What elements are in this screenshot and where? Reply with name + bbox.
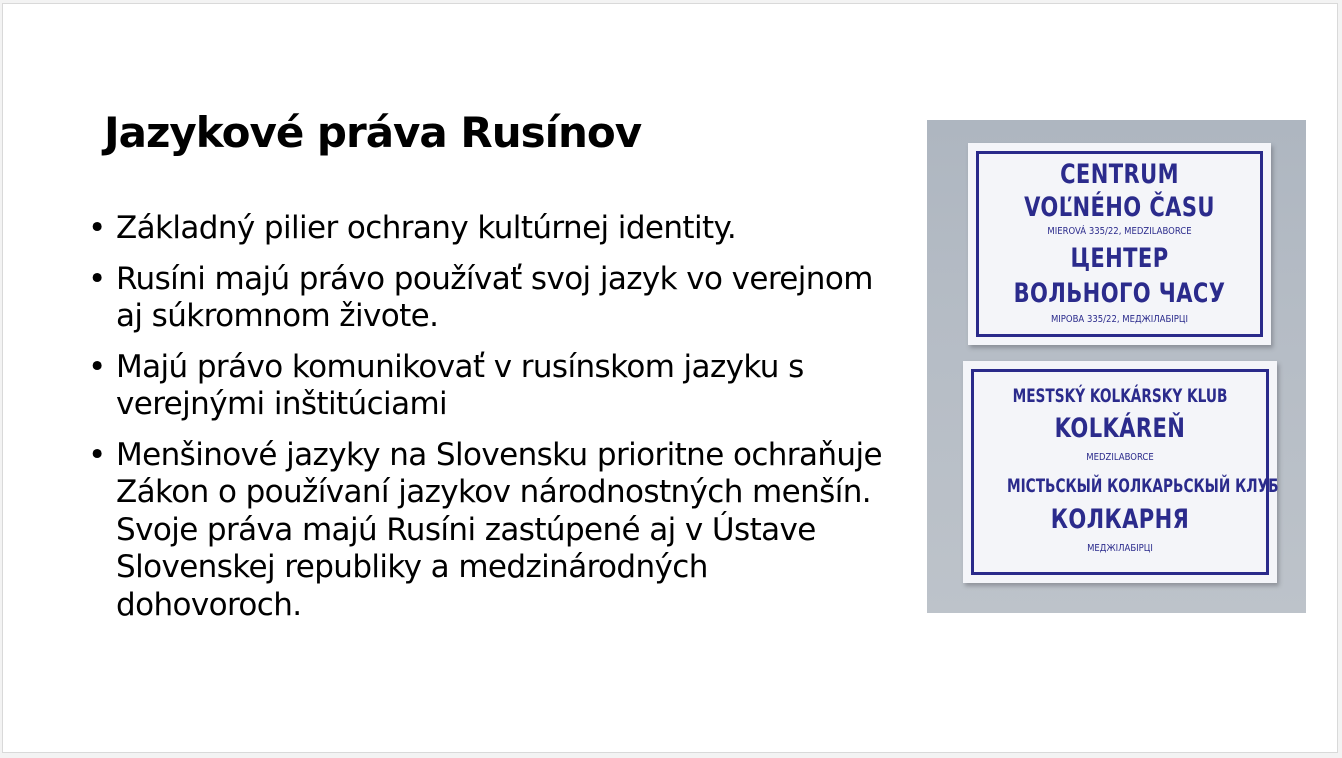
sign-line: VOĽNÉHO ČASU xyxy=(1024,192,1215,223)
bullet-item xyxy=(88,210,888,248)
bullet-list xyxy=(88,210,888,637)
signs-photo xyxy=(927,120,1306,613)
bullet-item xyxy=(88,437,888,625)
sign-line: ВОЛЬНОГО ЧАСУ xyxy=(1013,278,1226,309)
slide-title: Jazykové práva Rusínov xyxy=(104,108,642,157)
bullet-dot: • xyxy=(88,260,106,297)
bullet-dot: • xyxy=(88,348,106,385)
sign-place: MEDZILABORCE xyxy=(1086,452,1154,463)
sign-line: MESTSKÝ KOLKÁRSKY KLUB xyxy=(1012,385,1228,407)
bullet-item xyxy=(88,349,888,424)
sign-centrum xyxy=(968,143,1271,345)
bullet-text: Základný pilier ochrany kultúrnej identity. xyxy=(116,210,737,246)
sign-address: MIEROVÁ 335/22, MEDZILABORCE xyxy=(1047,226,1192,237)
sign-place: МЕДЖІЛАБІРЦІ xyxy=(1087,543,1153,554)
sign-line: МІСТЬСКЫЙ КОЛКАРЬСКЫЙ КЛУБ xyxy=(1006,475,1279,497)
bullet-text: Menšinové jazyky na Slovensku prioritne ochraňuje Zákon o používaní jazykov národnostných menšín. Svoje práva majú Rusíni zastúpené aj v Ústave Slovenskej republiky a medzinárodných dohovoroch. xyxy=(116,436,882,623)
sign-line: ЦЕНТЕР xyxy=(1070,243,1169,274)
sign-line: CENTRUM xyxy=(1060,159,1179,190)
sign-line: KOLKÁREŇ xyxy=(1054,413,1186,444)
bullet-dot: • xyxy=(88,210,106,246)
slide xyxy=(2,3,1338,753)
bullet-dot: • xyxy=(88,436,106,473)
sign-line: КОЛКАРНЯ xyxy=(1050,504,1190,535)
bullet-text: Majú právo komunikovať v rusínskom jazyku s verejnými inštitúciami xyxy=(116,348,804,422)
bullet-item xyxy=(88,261,888,336)
bullet-text: Rusíni majú právo používať svoj jazyk vo verejnom aj súkromnom živote. xyxy=(116,260,873,334)
sign-kolkaren xyxy=(963,361,1277,583)
sign-address: МІРОВА 335/22, МЕДЖІЛАБІРЦІ xyxy=(1050,314,1189,325)
